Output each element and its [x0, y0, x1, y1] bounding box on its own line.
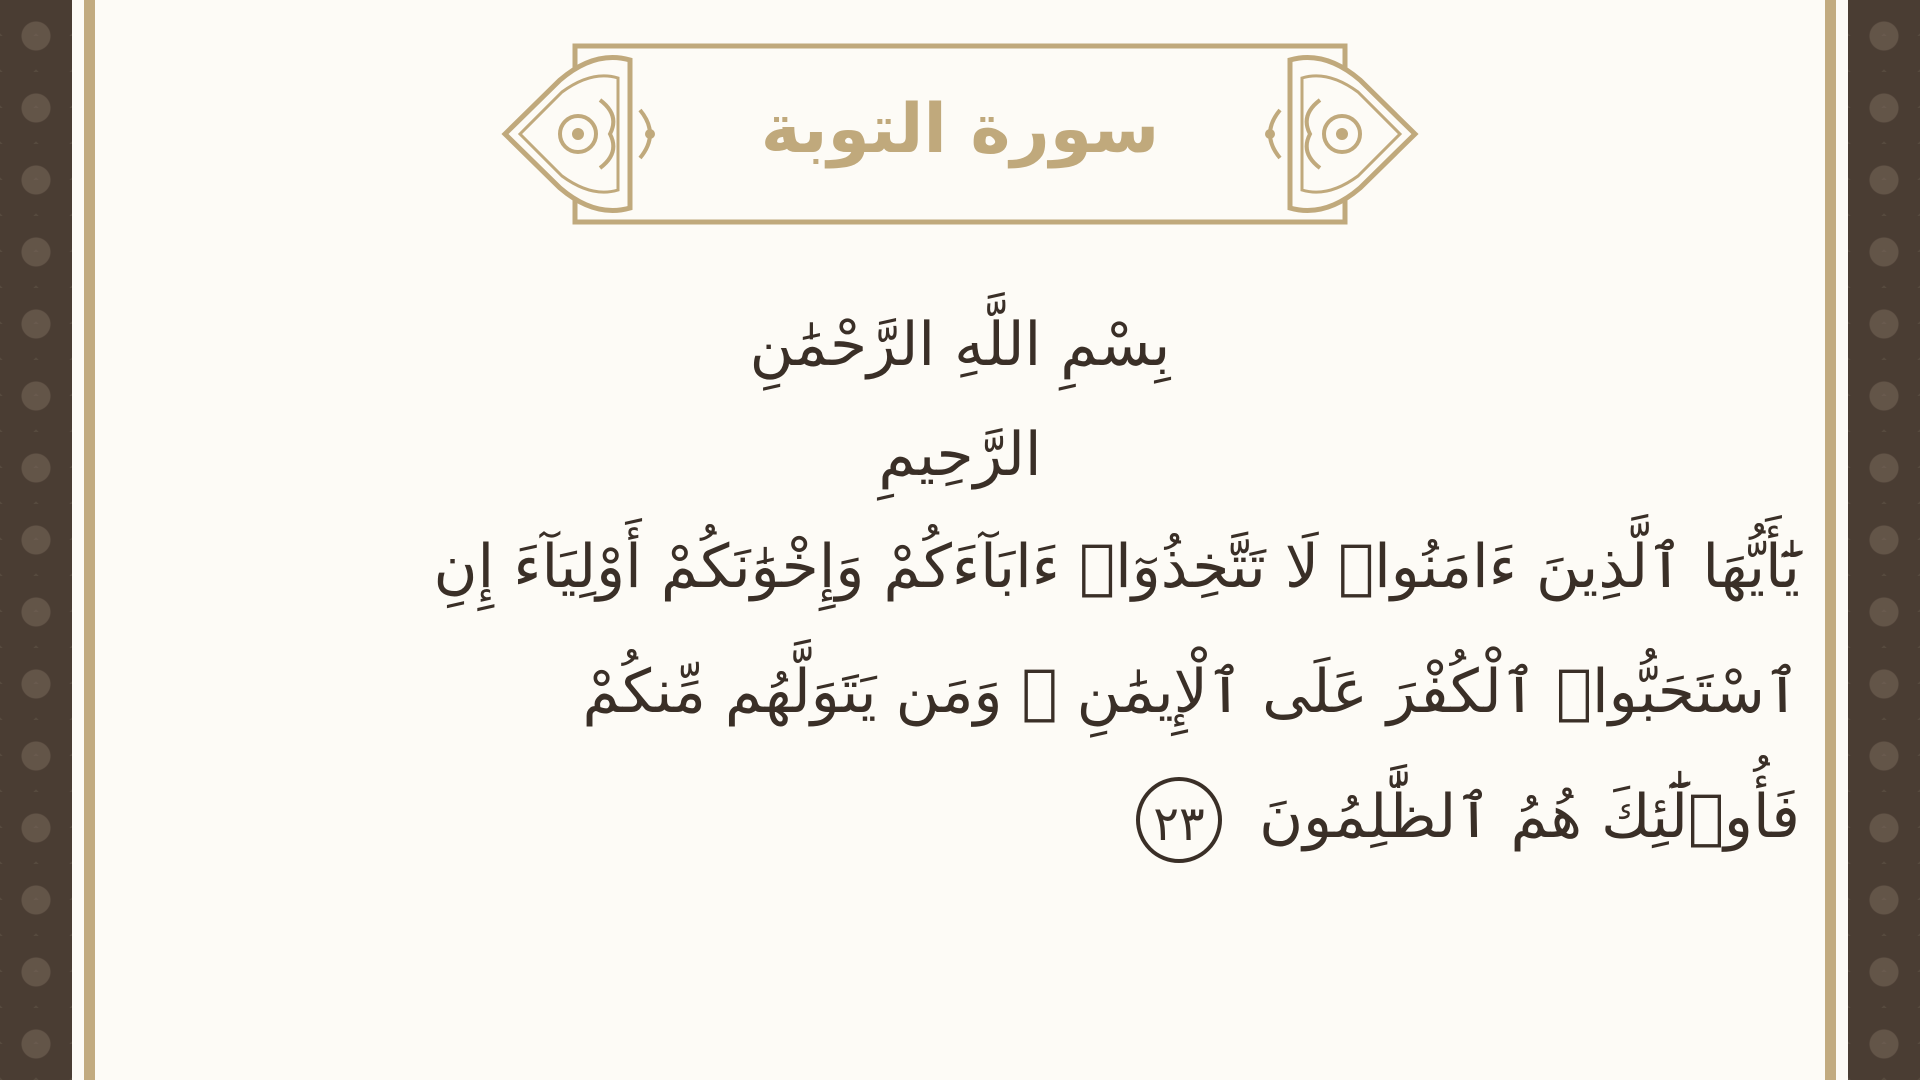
- right-frame-gap: [1838, 0, 1848, 1080]
- left-frame-gap: [72, 0, 82, 1080]
- left-gold-frame-line: [84, 0, 95, 1080]
- basmala: بِسْمِ اللَّهِ الرَّحْمَٰنِ الرَّحِيمِ: [749, 310, 1171, 490]
- arabesque-ornament-icon: [1265, 58, 1415, 211]
- verse-text: يَٰٓأَيُّهَا ٱلَّذِينَ ءَامَنُوا۟ لَا تَتَّخِذُوٓا۟ ءَابَآءَكُمْ وَإِخْوَٰنَكُمْ أَوْلِيَآءَ إِنِ ٱسْتَحَبُّوا۟ ٱلْكُفْرَ عَلَى ٱلْإِيمَٰنِ ۚ وَمَن يَتَوَلَّهُم مِّنكُمْ فَأُو۟لَٰٓئِكَ هُمُ ٱلظَّٰلِمُونَ: [433, 532, 1800, 852]
- verse-block: [400, 505, 1800, 880]
- arabesque-ornament-icon: [505, 58, 655, 211]
- surah-title: سورة التوبة: [760, 90, 1160, 169]
- left-pattern-border: [0, 0, 72, 1080]
- surah-title-banner: [500, 40, 1420, 230]
- right-pattern-border: [1848, 0, 1920, 1080]
- ayah-end-marker-icon: ٢٣: [1136, 777, 1222, 863]
- right-gold-frame-line: [1825, 0, 1836, 1080]
